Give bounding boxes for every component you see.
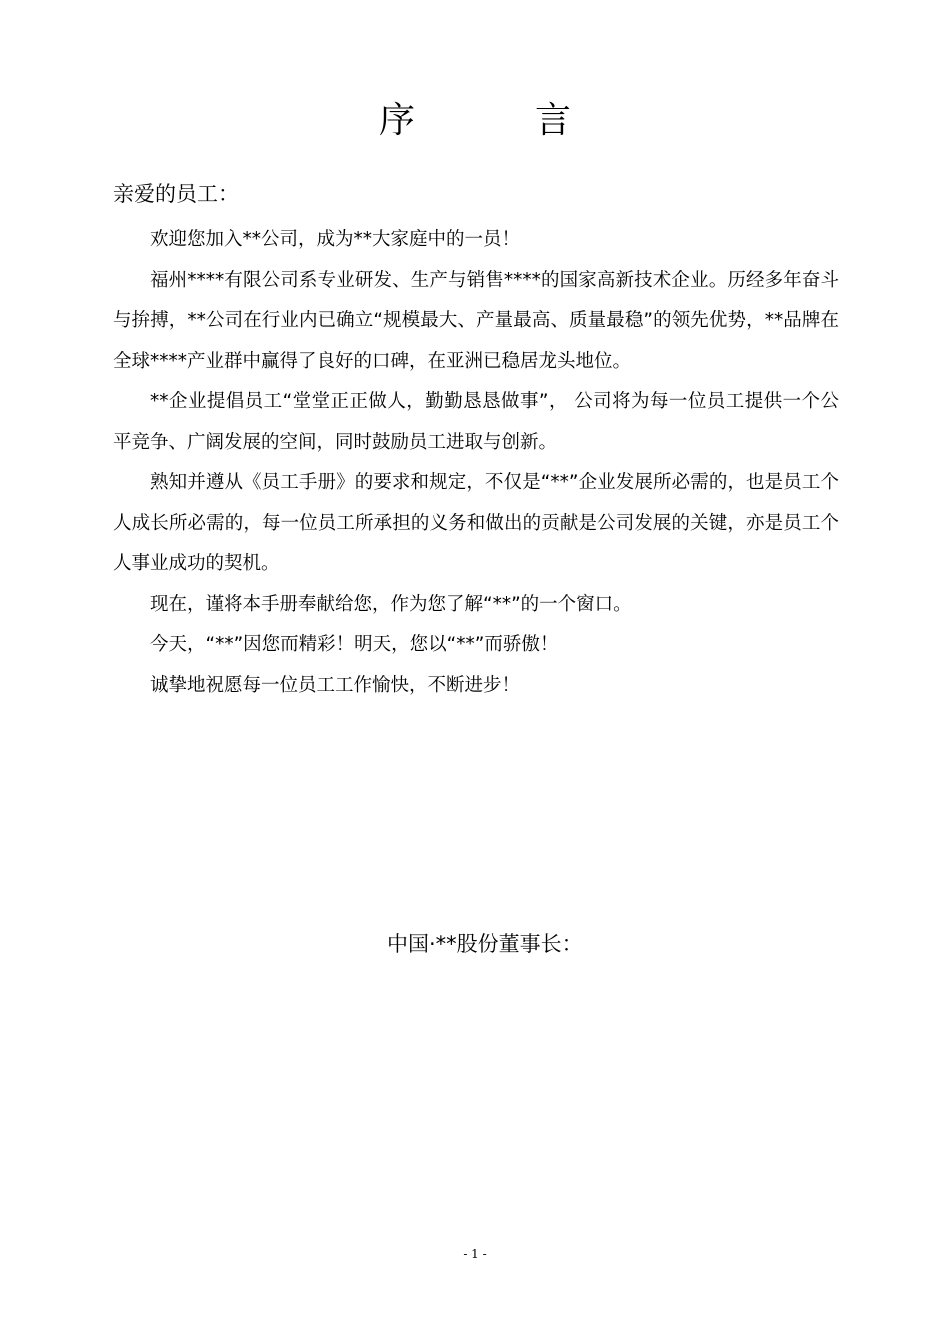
preface-body xyxy=(113,220,839,706)
title-char-1: 序 xyxy=(378,100,415,141)
paragraph-company-intro: 福州****有限公司系专业研发、生产与销售****的国家高新技术企业。历经多年奋斗与拚搏，**公司在行业内已确立“规模最大、产量最高、质量最稳”的领先优势，**品牌在全球****产业群中赢得了良好的口碑，在亚洲已稳居龙头地位。 xyxy=(113,269,839,372)
paragraph-handbook: 熟知并遵从《员工手册》的要求和规定，不仅是“**”企业发展所必需的，也是员工个人成长所必需的，每一位员工所承担的义务和做出的贡献是公司发展的关键，亦是员工个人事业成功的契机。 xyxy=(113,472,839,574)
chairman-signature: 中国·**股份董事长： xyxy=(387,932,583,956)
paragraph-culture: **企业提倡员工“堂堂正正做人，勤勤恳恳做事”， 公司将为每一位员工提供一个公平竞争、广阔发展的空间，同时鼓励员工进取与创新。 xyxy=(113,391,839,453)
title-char-2: 言 xyxy=(535,100,572,141)
page-title xyxy=(0,92,950,143)
paragraph-wishes: 诚挚地祝愿每一位员工工作愉快，不断进步！ xyxy=(150,674,521,696)
paragraph-pride: 今天，“**”因您而精彩！明天，您以“**”而骄傲！ xyxy=(150,634,559,655)
paragraph-dedication: 现在，谨将本手册奉献给您，作为您了解“**”的一个窗口。 xyxy=(150,593,632,615)
paragraph-welcome: 欢迎您加入**公司，成为**大家庭中的一员！ xyxy=(150,229,521,250)
greeting-line: 亲爱的员工： xyxy=(113,182,239,206)
page-number: - 1 - xyxy=(463,1247,487,1261)
